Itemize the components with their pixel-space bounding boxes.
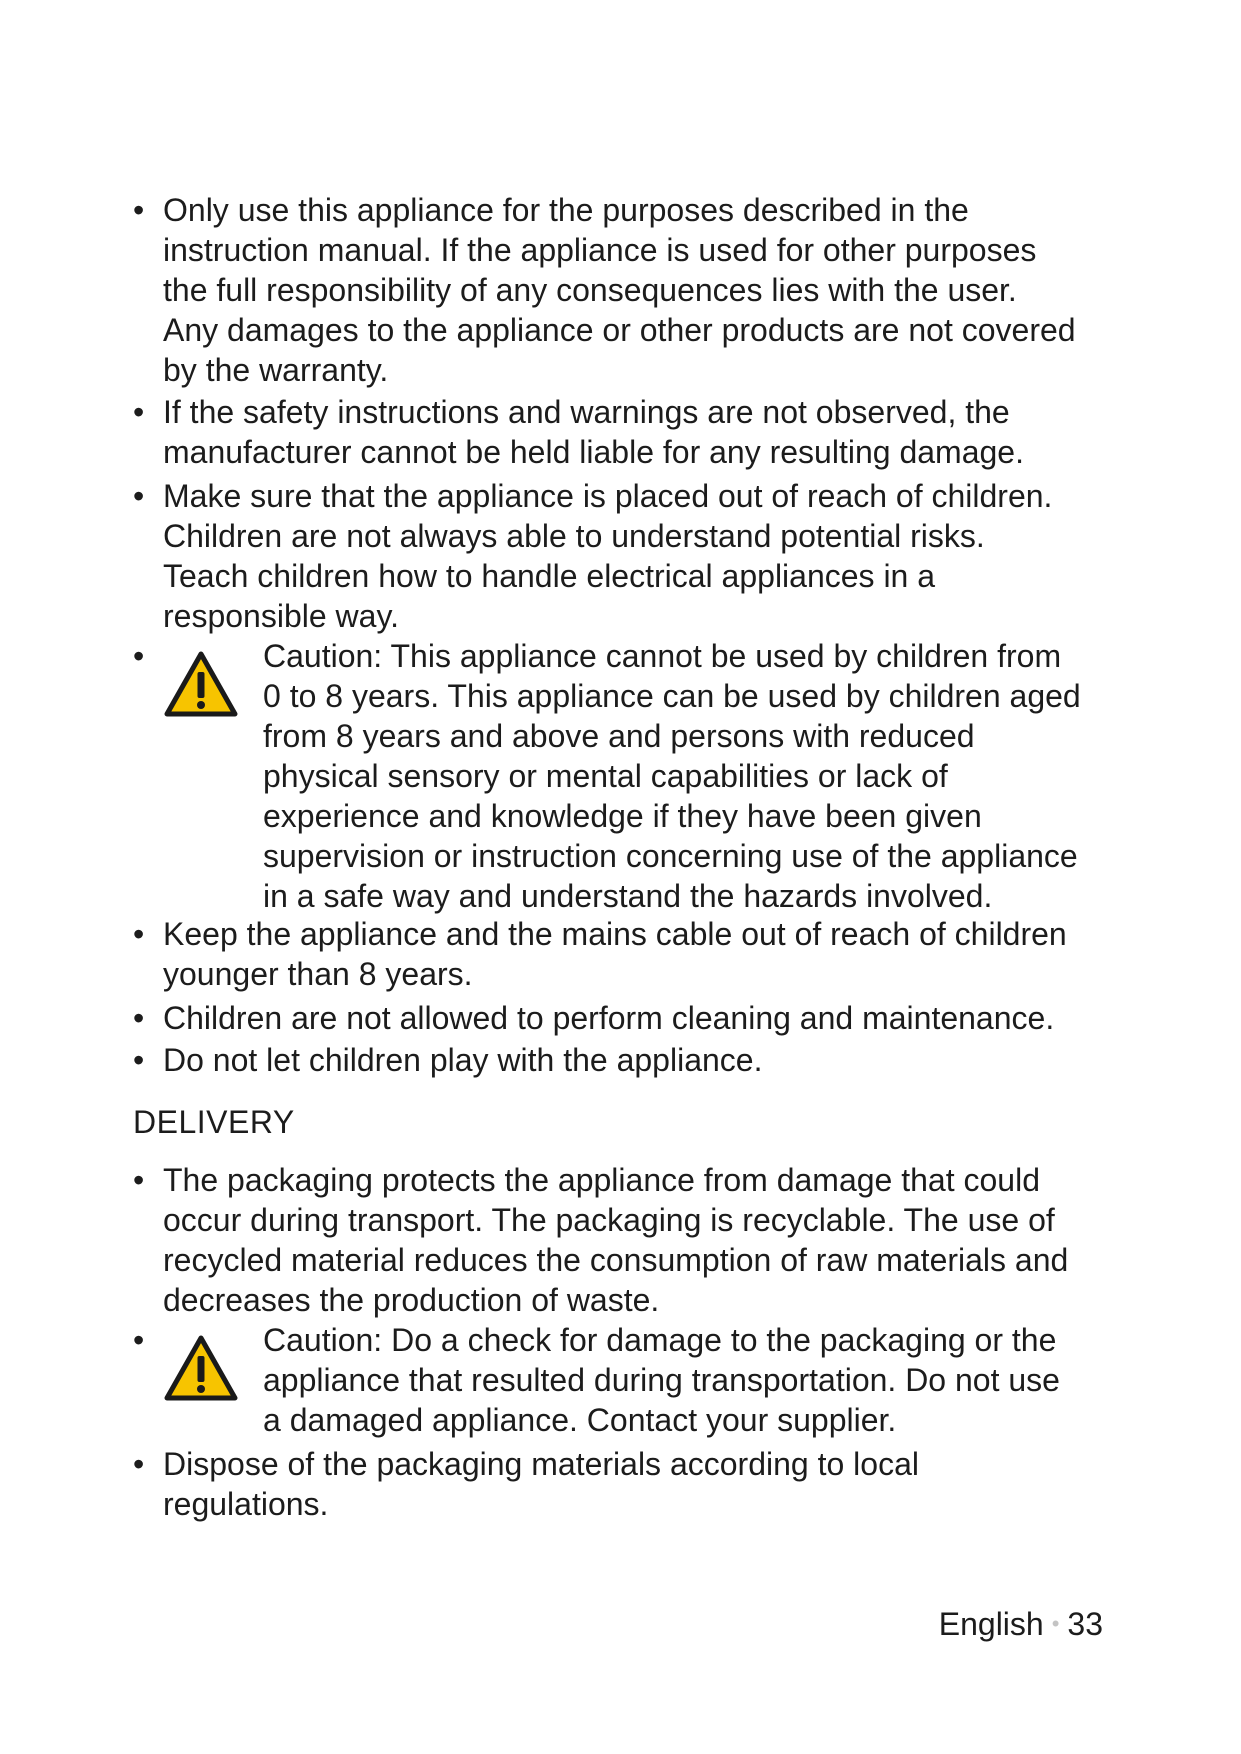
list-item: [133, 476, 1133, 636]
bullet: •: [133, 1322, 145, 1358]
caution-notice: [133, 1320, 1133, 1440]
bullet: •: [133, 192, 145, 228]
list-item-text: Only use this appliance for the purposes described in the instruction manual. If the appliance is used for other purposes the full responsibility of any consequences lies with the user. Any damages to the appliance or other products are not covered by the warranty.: [163, 192, 1076, 388]
caution-body: This appliance cannot be used by children from 0 to 8 years. This appliance can be used by children aged from 8 years and above and persons with reduced physical sensory or mental capabilities or lack of experience and knowledge if they have been given supervision or instruction concerning use of the appliance in a safe way and understand the hazards involved.: [263, 638, 1081, 914]
caution-text: [263, 636, 1133, 916]
list-item: [133, 1160, 1133, 1320]
caution-text: [263, 1320, 1133, 1440]
section-heading-delivery: DELIVERY: [133, 1104, 295, 1140]
list-item: [133, 914, 1133, 994]
caution-label: Caution:: [263, 1322, 383, 1358]
bullet: •: [133, 638, 145, 674]
list-item: [133, 1444, 1133, 1524]
bullet: •: [133, 478, 145, 514]
bullet: •: [133, 916, 145, 952]
list-item: [133, 392, 1133, 472]
page-footer: [939, 1604, 1103, 1644]
list-item-text: If the safety instructions and warnings are not observed, the manufacturer cannot be held liable for any resulting damage.: [163, 394, 1024, 470]
list-item-text: Do not let children play with the appliance.: [163, 1042, 763, 1078]
footer-language: English: [938, 1606, 1044, 1642]
page-number: 33: [1067, 1606, 1103, 1642]
caution-label: Caution:: [263, 638, 383, 674]
list-item: [133, 998, 1133, 1038]
list-item: [133, 190, 1133, 390]
bullet: •: [133, 1446, 145, 1482]
list-item-text: Make sure that the appliance is placed out of reach of children. Children are not always able to understand potential risks. Teach children how to handle electrical appliances in a responsible way.: [163, 478, 1053, 634]
caution-notice: [133, 636, 1133, 916]
list-item-text: Keep the appliance and the mains cable out of reach of children younger than 8 years.: [163, 916, 1067, 992]
bullet: •: [133, 1162, 145, 1198]
warning-triangle-icon: [163, 650, 239, 718]
list-item: [133, 1040, 1133, 1080]
list-item-text: Children are not allowed to perform cleaning and maintenance.: [163, 1000, 1055, 1036]
caution-body: Do a check for damage to the packaging or the appliance that resulted during transportation. Do not use a damaged appliance. Contact your supplier.: [263, 1322, 1060, 1438]
warning-triangle-icon: [163, 1334, 239, 1402]
bullet: •: [133, 1042, 145, 1078]
footer-separator: •: [1051, 1611, 1060, 1636]
list-item-text: The packaging protects the appliance from damage that could occur during transport. The packaging is recyclable. The use of recycled material reduces the consumption of raw materials and decreases the production of waste.: [163, 1162, 1069, 1318]
list-item-text: Dispose of the packaging materials according to local regulations.: [163, 1446, 919, 1522]
bullet: •: [133, 1000, 145, 1036]
bullet: •: [133, 394, 145, 430]
